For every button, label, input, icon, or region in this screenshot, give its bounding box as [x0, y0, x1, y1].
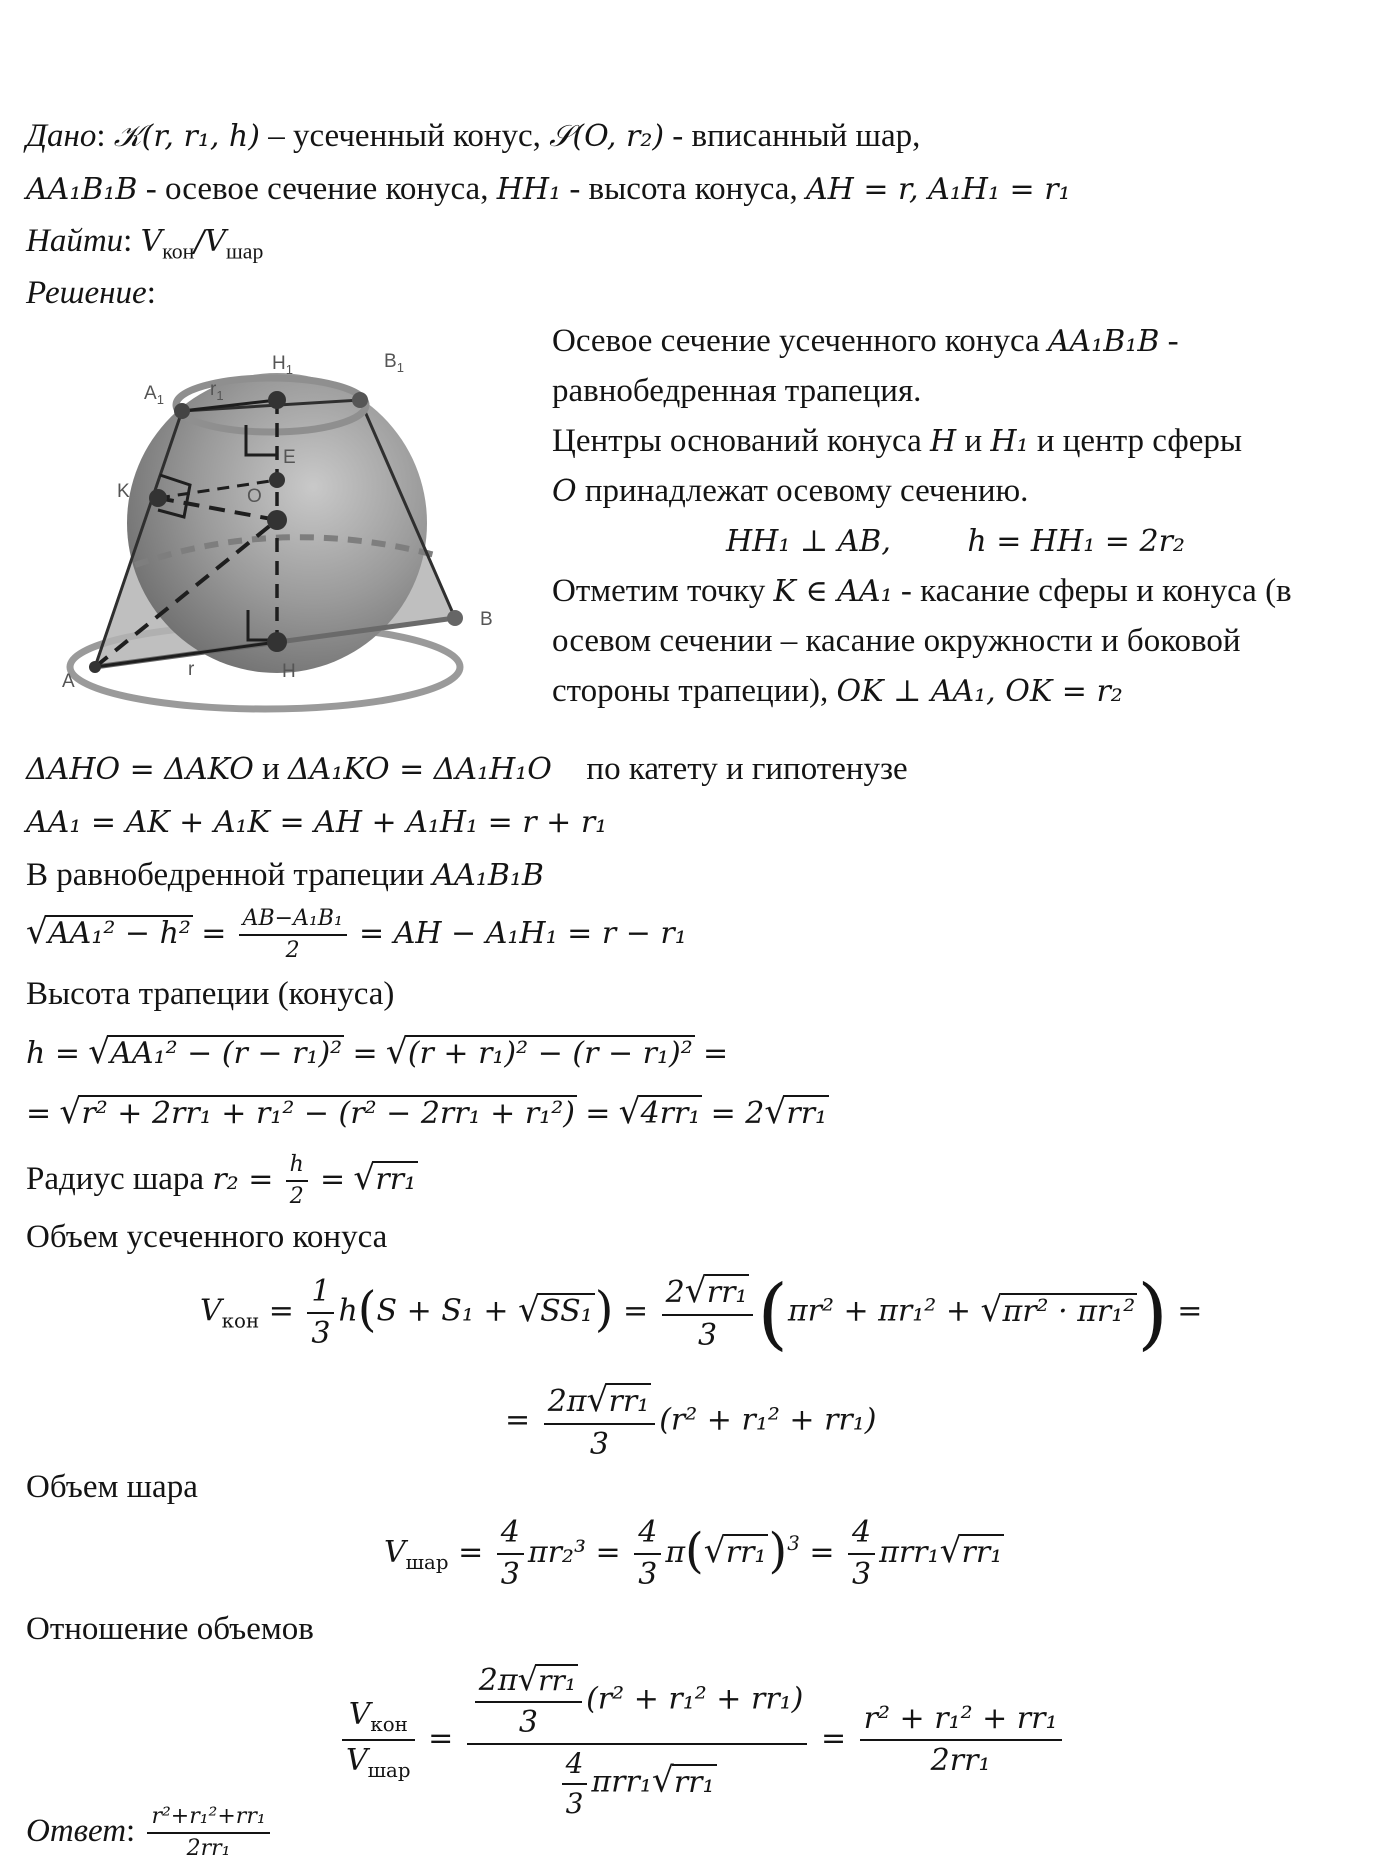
height-line-1: h = √AA₁² − (r − r₁)² = √(r + r₁)² − (r − r₁)² =: [26, 1032, 729, 1072]
right-para-4: O принадлежат осевому сечению.: [552, 473, 1029, 509]
vball-heading: Объем шара: [26, 1469, 198, 1505]
vcone-formula-1: $V_{кон}$ = $\frac{1}{3}$ h(S + S₁ + √SS₁) = $\frac{\text{2√rr₁}}{3}$ (πr² + πr₁² + √πr² · πr₁²) =: [200, 1269, 1203, 1359]
point-H1: [268, 391, 286, 409]
point-O: [267, 510, 287, 530]
find-label: Найти: [26, 223, 124, 259]
given-label: Дано: [26, 118, 97, 154]
label-r: r: [188, 659, 195, 680]
point-A: [89, 661, 101, 673]
label-E: E: [283, 447, 296, 468]
given-line-2: AA₁B₁B - осевое сечение конуса, HH₁ - высота конуса, AH = r, A₁H₁ = r₁: [26, 171, 1071, 207]
label-O: O: [247, 486, 262, 507]
height-line-2: = √r² + 2rr₁ + r₁² − (r² − 2rr₁ + r₁²) = √4rr₁ = 2√rr₁: [26, 1092, 828, 1132]
trapezoid-line: В равнобедренной трапеции AA₁B₁B: [26, 857, 544, 893]
point-A1: [174, 403, 190, 419]
label-B: B: [480, 609, 493, 630]
projection-line: √AA₁² − h² = $\frac{\text{AB−A₁B₁}}{2}$ = AH − A₁H₁ = r − r₁: [26, 906, 687, 964]
answer-line: Ответ: $\frac{\text{r²+r₁²+rr₁}}{\text{2rr₁}}$: [26, 1804, 274, 1863]
right-para-1: Осевое сечение усеченного конуса AA₁B₁B -: [552, 323, 1179, 359]
point-B: [447, 610, 463, 626]
frustum-sphere-figure: [50, 345, 510, 715]
point-B1: [352, 392, 368, 408]
vball-formula: $V_{шар}$ = $\frac{4}{3}$ πr₂³ = $\frac{4}{3}$ $\pi(√rr_1)^3$ = $\frac{4}{3}$ πrr₁√rr₁: [384, 1515, 1003, 1592]
right-para-2: равнобедренная трапеция.: [552, 373, 922, 409]
label-K: K: [117, 481, 130, 502]
right-para-5: HH₁ ⊥ AB, h = HH₁ = 2r₂: [726, 524, 1185, 559]
sphere-symbol: 𝒮(O, r₂): [549, 119, 665, 154]
solution-label: Решение: [26, 275, 147, 311]
height-heading: Высота трапеции (конуса): [26, 976, 395, 1012]
congruence-line: ΔAHO = ΔAKO и ΔA₁KO = ΔA₁H₁O по катету и гипотенузе: [26, 751, 908, 787]
point-K: [149, 489, 167, 507]
label-H: H: [282, 661, 296, 682]
aa1-line: AA₁ = AK + A₁K = AH + A₁H₁ = r + r₁: [26, 805, 608, 840]
ratio-formula: $\frac{V_{кон}}{V_{шар}}$ = $\frac{\text{2π√rr₁}}{3}$ (r² + r₁² + rr₁) $\frac{4}{3}$ πrr₁√rr₁ = $\frac{\text{r² + r₁² + rr₁}}{\text{2rr₁}}$: [338, 1660, 1066, 1820]
label-B1: $B_1$: [384, 351, 404, 375]
point-H: [267, 632, 287, 652]
right-para-6: Отметим точку K ∈ AA₁ - касание сферы и конуса (в: [552, 573, 1292, 609]
point-E: [269, 472, 285, 488]
right-para-8: стороны трапеции), OK ⊥ AA₁, OK = r₂: [552, 673, 1123, 709]
given-line-1: Дано: 𝒦(r, r₁, h) – усеченный конус, 𝒮(O, r₂) - вписанный шар,: [26, 118, 921, 154]
vcone-formula-2: = $\frac{\text{2π√rr₁}}{3}$ (r² + r₁² + rr₁): [505, 1380, 877, 1463]
radius-line: Радиус шара r₂ = $\frac{h}{2}$ = √rr₁: [26, 1152, 417, 1210]
label-H1: $H_1$: [272, 353, 293, 377]
right-para-3: Центры оснований конуса H и H₁ и центр сферы: [552, 423, 1243, 459]
right-para-7: осевом сечении – касание окружности и боковой: [552, 623, 1241, 659]
cone-symbol: 𝒦(r, r₁, h): [113, 119, 260, 154]
solution-line: Решение:: [26, 275, 156, 311]
label-A: A: [62, 671, 75, 692]
label-r1: $r_1$: [210, 379, 224, 403]
find-line: Найти: $V_{кон}/V_{шар}$: [26, 223, 264, 264]
answer-label: Ответ: [26, 1812, 127, 1849]
vcone-heading: Объем усеченного конуса: [26, 1219, 388, 1255]
label-A1: $A_1$: [144, 383, 164, 407]
ratio-heading: Отношение объемов: [26, 1611, 314, 1647]
